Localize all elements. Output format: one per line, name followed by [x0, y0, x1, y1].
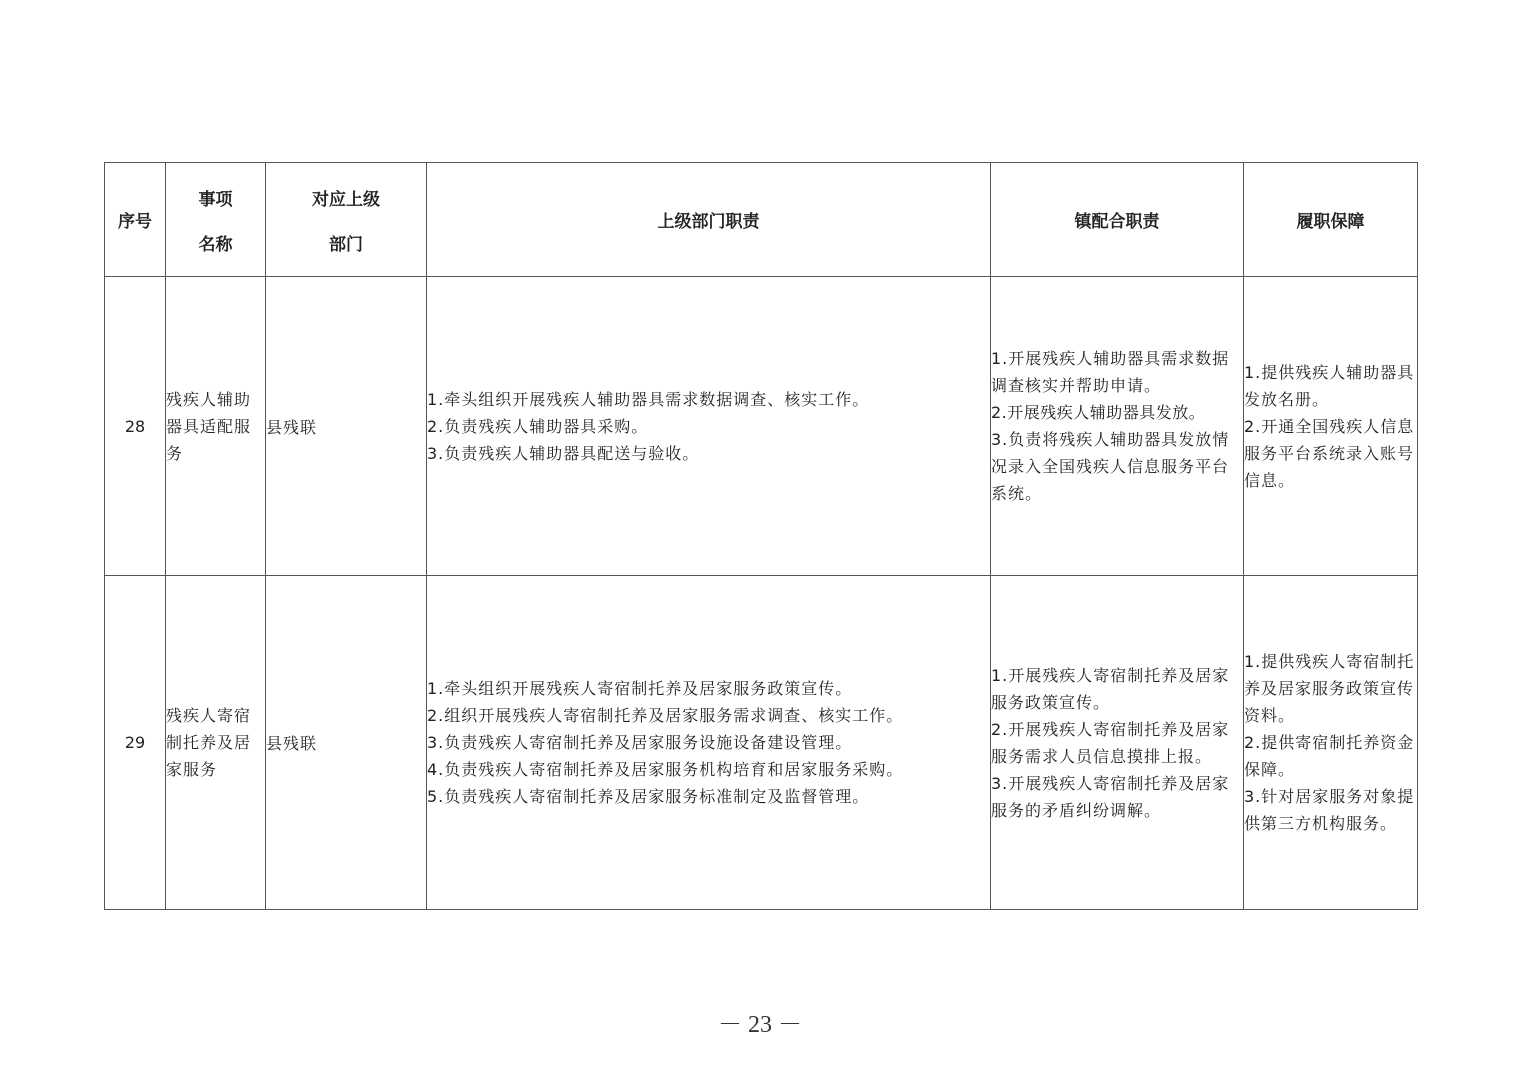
duty-table — [104, 162, 1418, 910]
town-duty-item: 3.负责将残疾人辅助器具发放情况录入全国残疾人信息服务平台系统。 — [991, 430, 1230, 503]
upper-duty-item: 1.牵头组织开展残疾人寄宿制托养及居家服务政策宣传。 — [427, 679, 853, 698]
row-dept: 县残联 — [266, 277, 427, 576]
row-item-name: 残疾人辅助器具适配服务 — [166, 277, 266, 576]
header-item-name-bottom: 名称 — [198, 234, 233, 255]
guarantee-item: 2.开通全国残疾人信息服务平台系统录入账号信息。 — [1244, 416, 1415, 490]
row-item-name: 残疾人寄宿制托养及居家服务 — [166, 576, 266, 910]
header-dept-bottom: 部门 — [329, 234, 363, 255]
header-dept — [266, 163, 427, 277]
header-guarantee: 履职保障 — [1244, 163, 1418, 277]
guarantee-item: 3.针对居家服务对象提供第三方机构服务。 — [1244, 787, 1415, 833]
row-dept: 县残联 — [266, 576, 427, 910]
page-number: － 23 － — [718, 1012, 802, 1038]
row-upper-duties — [427, 576, 991, 910]
guarantee-item: 1.提供残疾人寄宿制托养及居家服务政策宣传资料。 — [1244, 652, 1415, 725]
upper-duty-item: 4.负责残疾人寄宿制托养及居家服务机构培育和居家服务采购。 — [427, 760, 904, 779]
row-town-duties — [991, 576, 1244, 910]
header-item-name — [166, 163, 266, 277]
upper-duty-item: 2.负责残疾人辅助器具采购。 — [427, 416, 649, 436]
upper-duty-item: 3.负责残疾人辅助器具配送与验收。 — [427, 443, 700, 463]
town-duty-item: 1.开展残疾人寄宿制托养及居家服务政策宣传。 — [991, 665, 1230, 712]
row-index: 28 — [105, 277, 166, 576]
row-index: 29 — [105, 576, 166, 910]
row-town-duties — [991, 277, 1244, 576]
upper-duty-item: 1.牵头组织开展残疾人辅助器具需求数据调查、核实工作。 — [427, 389, 870, 409]
upper-duty-item: 2.组织开展残疾人寄宿制托养及居家服务需求调查、核实工作。 — [427, 706, 904, 725]
header-item-name-top: 事项 — [198, 189, 233, 210]
upper-duty-item: 3.负责残疾人寄宿制托养及居家服务设施设备建设管理。 — [427, 733, 853, 752]
table-row — [105, 277, 1418, 576]
header-town-duty: 镇配合职责 — [991, 163, 1244, 277]
town-duty-item: 3.开展残疾人寄宿制托养及居家服务的矛盾纠纷调解。 — [991, 773, 1230, 820]
row-guarantees — [1244, 277, 1418, 576]
town-duty-item: 1.开展残疾人辅助器具需求数据调查核实并帮助申请。 — [991, 349, 1230, 395]
town-duty-item: 2.开展残疾人寄宿制托养及居家服务需求人员信息摸排上报。 — [991, 719, 1230, 766]
header-index: 序号 — [105, 163, 166, 277]
row-guarantees — [1244, 576, 1418, 910]
header-upper-duty: 上级部门职责 — [427, 163, 991, 277]
header-dept-top: 对应上级 — [312, 189, 380, 210]
guarantee-item: 1.提供残疾人辅助器具发放名册。 — [1244, 362, 1415, 409]
row-upper-duties — [427, 277, 991, 576]
table-row — [105, 576, 1418, 910]
guarantee-item: 2.提供寄宿制托养资金保障。 — [1244, 733, 1415, 779]
header-row — [105, 163, 1418, 277]
town-duty-item: 2.开展残疾人辅助器具发放。 — [991, 403, 1206, 422]
upper-duty-item: 5.负责残疾人寄宿制托养及居家服务标准制定及监督管理。 — [427, 787, 870, 806]
